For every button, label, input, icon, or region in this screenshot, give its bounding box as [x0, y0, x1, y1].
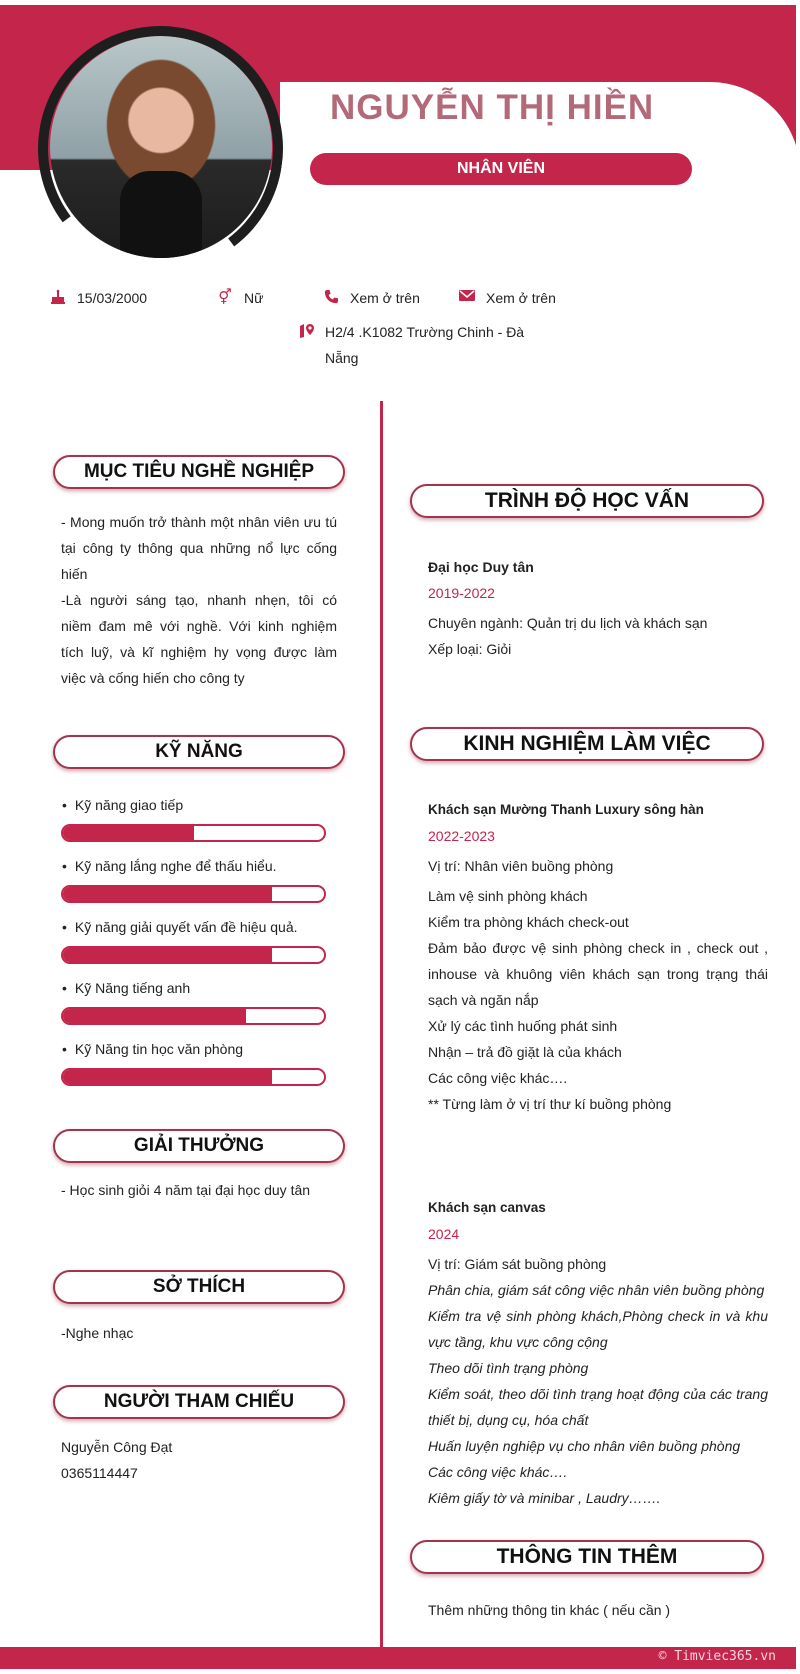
- objective-text: - Mong muốn trở thành một nhân viên ưu tú tại công ty thông qua những nổ lực cống hiến -Là người sáng tạo, nhanh nhẹn, tôi có niềm đam mê với nghề. Với kinh nghiệm tích luỹ, và kĩ nghiệm hy vọng được làm việc và cống hiến cho công ty: [61, 514, 337, 686]
- skill-label: • Kỹ năng giải quyết vấn đề hiệu quả.: [62, 919, 298, 935]
- job-duties: [428, 883, 768, 1117]
- skill-bar: [61, 824, 326, 842]
- job-company: Khách sạn canvas: [428, 1200, 546, 1215]
- hobbies-heading: SỞ THÍCH: [53, 1270, 345, 1304]
- skill-label: • Kỹ năng lắng nghe để thấu hiểu.: [62, 858, 277, 874]
- job-duty: Huấn luyện nghiệp vụ cho nhân viên buồng phòng: [428, 1438, 741, 1454]
- job-duty: Các công việc khác….: [428, 1464, 568, 1480]
- job-years: 2024: [428, 1226, 460, 1242]
- phone-item: [322, 289, 420, 311]
- address-item: [299, 323, 529, 371]
- skill-bar-fill: [63, 887, 272, 901]
- job-duties: [428, 1277, 768, 1511]
- job-duty: Kiểm tra phòng khách check-out: [428, 914, 629, 930]
- hobbies-text: -Nghe nhạc: [61, 1325, 134, 1341]
- gender-text: Nữ: [244, 290, 264, 306]
- skill-bar-fill: [63, 948, 272, 962]
- job-role: Vị trí: Nhân viên buồng phòng: [428, 858, 614, 874]
- education-heading: TRÌNH ĐỘ HỌC VẤN: [410, 484, 764, 518]
- skill-bar: [61, 946, 326, 964]
- job-duty: Xử lý các tình huống phát sinh: [428, 1018, 618, 1034]
- job-duty: Theo dõi tình trạng phòng: [428, 1360, 589, 1376]
- job-duty: Kiểm soát, theo dõi tình trạng hoạt động của các trang thiết bị, dụng cụ, hóa chất: [428, 1386, 768, 1428]
- reference-name: Nguyễn Công Đạt: [61, 1439, 173, 1455]
- column-divider: [380, 401, 383, 1651]
- job-years: 2022-2023: [428, 828, 495, 844]
- skill-label: • Kỹ năng giao tiếp: [62, 797, 183, 813]
- footer-band: [0, 1647, 796, 1669]
- extra-text: Thêm những thông tin khác ( nếu cần ): [428, 1602, 671, 1618]
- job-role: Vị trí: Giám sát buồng phòng: [428, 1256, 607, 1272]
- gender-item: [216, 289, 263, 311]
- job-duty: Phân chia, giám sát công việc nhân viên buồng phòng: [428, 1282, 765, 1298]
- job-duty: Các công việc khác….: [428, 1070, 568, 1086]
- skill-bar-fill: [63, 1070, 272, 1084]
- experience-heading: KINH NGHIỆM LÀM VIỆC: [410, 727, 764, 761]
- cake-icon: [49, 289, 67, 307]
- gender-icon: ⚥: [218, 289, 232, 306]
- skill-bar: [61, 1068, 326, 1086]
- position-badge: NHÂN VIÊN: [310, 153, 692, 185]
- skill-bar: [61, 885, 326, 903]
- birthday-item: [49, 289, 147, 311]
- skill-bar: [61, 1007, 326, 1025]
- job-company: Khách sạn Mường Thanh Luxury sông hàn: [428, 802, 704, 817]
- skills-heading: KỸ NĂNG: [53, 735, 345, 769]
- education-years: 2019-2022: [428, 585, 495, 601]
- watermark: © Timviec365.vn: [658, 1649, 776, 1664]
- job-duty: Nhận – trả đồ giặt là của khách: [428, 1044, 622, 1060]
- candidate-name: NGUYỄN THỊ HIỀN: [330, 88, 655, 127]
- email-text: Xem ở trên: [486, 290, 556, 306]
- skill-label: • Kỹ Năng tiếng anh: [62, 980, 190, 996]
- birthday-text: 15/03/2000: [77, 290, 148, 306]
- school-name: Đại học Duy tân: [428, 559, 534, 575]
- reference-phone: 0365114447: [61, 1465, 138, 1481]
- awards-heading: GIẢI THƯỞNG: [53, 1129, 345, 1163]
- job-duty: Đảm bảo được vệ sinh phòng check in , check out , inhouse và khuông viên khách sạn trong trạng thái sạch và ngăn nắp: [428, 940, 768, 1008]
- email-icon: [458, 289, 476, 307]
- job-duty: ** Từng làm ở vị trí thư kí buồng phòng: [428, 1096, 672, 1112]
- phone-text: Xem ở trên: [350, 290, 420, 306]
- phone-icon: [322, 289, 340, 307]
- education-grade: Xếp loại: Giỏi: [428, 641, 512, 657]
- objective-heading: MỤC TIÊU NGHỀ NGHIỆP: [53, 455, 345, 489]
- job-duty: Làm vệ sinh phòng khách: [428, 888, 588, 904]
- skill-label: • Kỹ Năng tin học văn phòng: [62, 1041, 243, 1057]
- awards-text: - Học sinh giỏi 4 năm tại đại học duy tân: [61, 1182, 311, 1198]
- references-heading: NGƯỜI THAM CHIẾU: [53, 1385, 345, 1419]
- job-duty: Kiểm tra vệ sinh phòng khách,Phòng check in và khu vực tầng, khu vực công cộng: [428, 1308, 768, 1350]
- skill-bar-fill: [63, 1009, 246, 1023]
- education-major: Chuyên ngành: Quản trị du lịch và khách sạn: [428, 615, 708, 631]
- map-pin-icon: [299, 323, 315, 341]
- address-text: H2/4 .K1082 Trường Chinh - Đà Nẵng: [325, 324, 525, 366]
- skill-bar-fill: [63, 826, 194, 840]
- email-item: [458, 289, 556, 311]
- extra-heading: THÔNG TIN THÊM: [410, 1540, 764, 1574]
- job-duty: Kiêm giấy tờ và minibar , Laudry…….: [428, 1490, 661, 1506]
